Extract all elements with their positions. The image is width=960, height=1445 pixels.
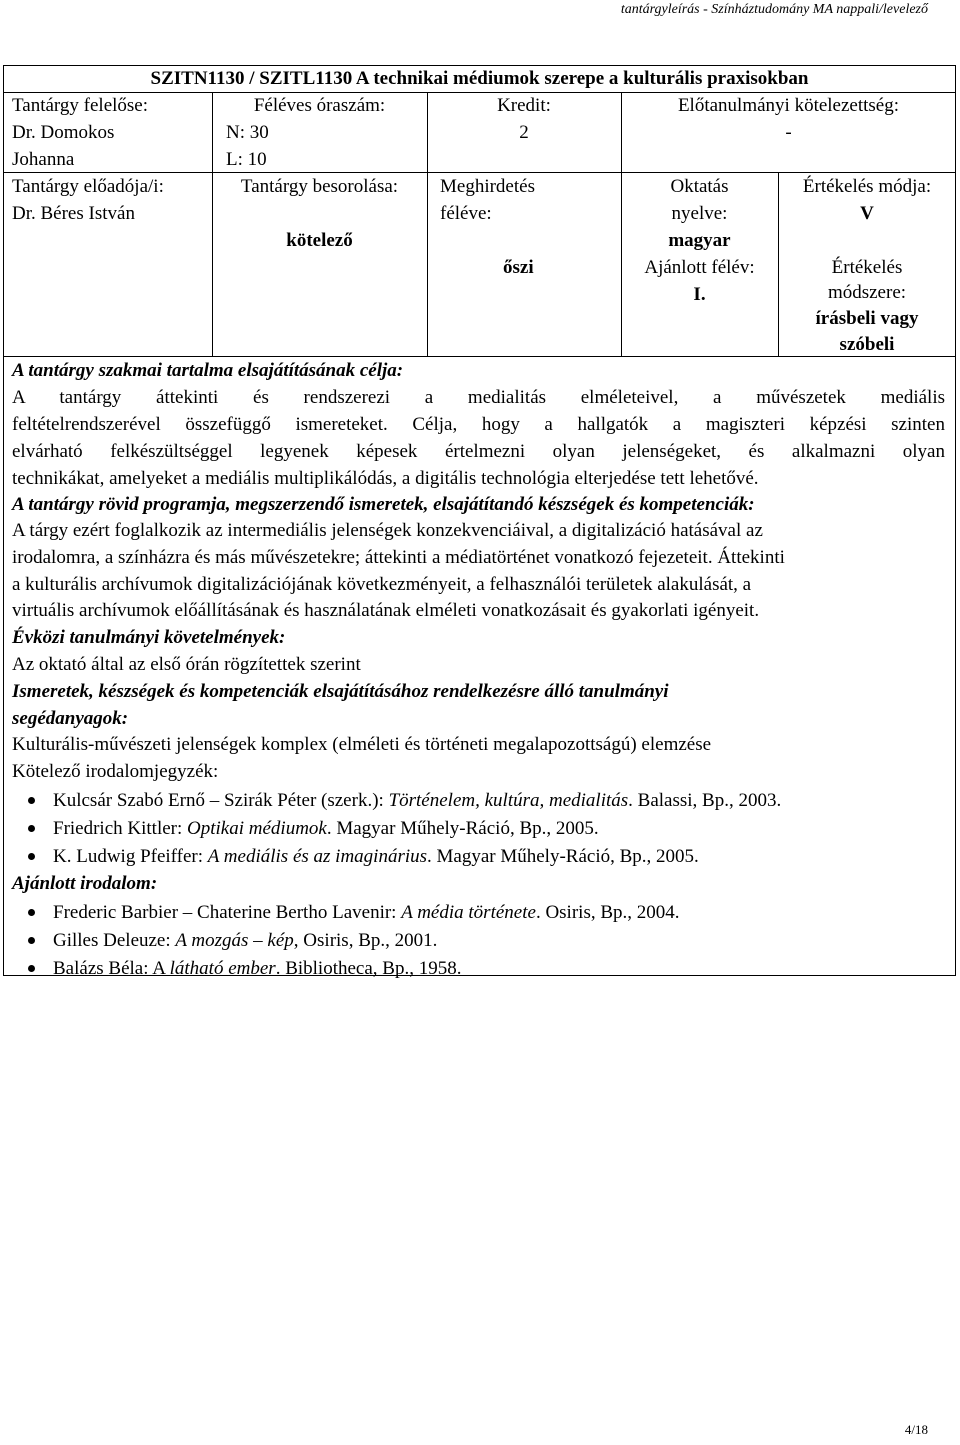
nyelv-label-line2: nyelve: xyxy=(671,203,728,224)
meghirdetes-value: őszi xyxy=(503,257,534,278)
kotelezo-item: Kulcsár Szabó Ernő – Szirák Péter (szerk.): Történelem, kultúra, medialitás. Balassi, Bp., 2003. xyxy=(53,790,782,811)
ajanlott-item: Frederic Barbier – Chaterine Bertho Lavenir: A média története. Osiris, Bp., 2004. xyxy=(53,902,680,923)
elotanulmany-value: - xyxy=(785,122,792,143)
felelos-label: Tantárgy felelőse: xyxy=(12,95,149,116)
ertekeles-modszere-value-line1: írásbeli vagy xyxy=(815,308,919,329)
eloado-name: Dr. Béres István xyxy=(12,203,135,224)
program-line3: a kulturális archívumok digitalizációjának következményeit, a felhasználói területek alakulását, a xyxy=(12,574,752,595)
felelos-name-line1: Dr. Domokos xyxy=(12,122,115,143)
segedanyagok-heading-line1: Ismeretek, készségek és kompetenciák elsajátításához rendelkezésre álló tanulmányi xyxy=(12,681,669,702)
grid-col-divider-1 xyxy=(212,92,213,356)
ertekeles-modszere-label-line1: Értékelés xyxy=(831,257,903,278)
ajanlott-felev-value: I. xyxy=(693,284,706,305)
oraszam-label: Féléves óraszám: xyxy=(253,95,386,116)
cel-heading: A tantárgy szakmai tartalma elsajátításának célja: xyxy=(12,360,404,381)
kredit-label: Kredit: xyxy=(497,95,551,116)
oraszam-n: N: 30 xyxy=(226,122,269,143)
kredit-value: 2 xyxy=(519,122,529,143)
program-line2: irodalomra, a színházra és más művészetekre; áttekinti a médiatörténet vonatkozó fejezeteit. Áttekinti xyxy=(12,547,785,568)
bullet-icon xyxy=(28,965,35,972)
meghirdetes-label-line2: féléve: xyxy=(440,203,492,224)
ertekeles-modszere-label-line2: módszere: xyxy=(827,282,907,303)
page-number: 4/18 xyxy=(904,1422,928,1437)
program-heading: A tantárgy rövid programja, megszerzendő ismeretek, elsajátítandó készségek és kompetenciák: xyxy=(12,494,755,515)
segedanyagok-heading-line2: segédanyagok: xyxy=(12,708,129,729)
oraszam-l: L: 10 xyxy=(226,149,267,170)
bullet-icon xyxy=(28,909,35,916)
running-header: tantárgyleírás - Színháztudomány MA nappali/levelező xyxy=(620,2,928,17)
besorolas-value: kötelező xyxy=(286,230,353,251)
bullet-icon xyxy=(28,797,35,804)
felelos-name-line2: Johanna xyxy=(12,149,75,170)
ertekeles-modja-label: Értékelés módja: xyxy=(802,176,932,197)
cel-line1: A tantárgy áttekinti és rendszerezi a medialitás elméleteivel, a művészetek mediális xyxy=(12,387,945,408)
course-title: SZITN1130 / SZITL1130 A technikai médiumok szerepe a kulturális praxisokban xyxy=(150,68,809,89)
cel-line2: feltételrendszerével összefüggő ismereteket. Célja, hogy a hallgatók a magiszteri képzési szinten xyxy=(12,414,945,435)
ajanlott-felev-label: Ajánlott félév: xyxy=(644,257,755,278)
besorolas-label: Tantárgy besorolása: xyxy=(240,176,399,197)
elotanulmany-label: Előtanulmányi kötelezettség: xyxy=(677,95,900,116)
ertekeles-modja-value: V xyxy=(860,203,874,224)
bullet-icon xyxy=(28,825,35,832)
eloado-label: Tantárgy előadója/i: xyxy=(12,176,164,197)
bullet-icon xyxy=(28,853,35,860)
nyelv-value: magyar xyxy=(668,230,731,251)
ajanlott-item: Gilles Deleuze: A mozgás – kép, Osiris, Bp., 2001. xyxy=(53,930,438,951)
ajanlott-item: Balázs Béla: A látható ember. Bibliotheca, Bp., 1958. xyxy=(53,958,462,979)
kovetelmenyek-text: Az oktató által az első órán rögzítettek szerint xyxy=(12,654,361,675)
cel-line4: technikákat, amelyeket a mediális multiplikálódás, a digitális technológia elterjedése tett lehetővé. xyxy=(12,468,759,489)
ertekeles-modszere-value-line2: szóbeli xyxy=(839,334,895,355)
bullet-icon xyxy=(28,937,35,944)
meghirdetes-label-line1: Meghirdetés xyxy=(440,176,535,197)
nyelv-label-line1: Oktatás xyxy=(670,176,729,197)
segedanyagok-text: Kulturális-művészeti jelenségek komplex (elméleti és történeti megalapozottságú) elemzése xyxy=(12,734,712,755)
cel-line3: elvárható felkészültséggel legyenek képesek értelmezni olyan jelenségeket, és alkalmazni olyan xyxy=(12,441,945,462)
program-line1: A tárgy ezért foglalkozik az intermediális jelenségek konzekvenciáival, a digitalizáció hatásával az xyxy=(12,520,763,541)
ajanlott-irodalom-heading: Ajánlott irodalom: xyxy=(12,873,158,894)
kotelezo-item: Friedrich Kittler: Optikai médiumok. Magyar Műhely-Ráció, Bp., 2005. xyxy=(53,818,599,839)
kovetelmenyek-heading: Évközi tanulmányi követelmények: xyxy=(12,627,286,648)
kotelezo-item: K. Ludwig Pfeiffer: A mediális és az imaginárius. Magyar Műhely-Ráció, Bp., 2005. xyxy=(53,846,699,867)
program-line4: virtuális archívumok előállításának és használatának elméleti vonatkozásait és gyakorlati igényeit. xyxy=(12,600,760,621)
kotelezo-heading: Kötelező irodalomjegyzék: xyxy=(12,761,219,782)
